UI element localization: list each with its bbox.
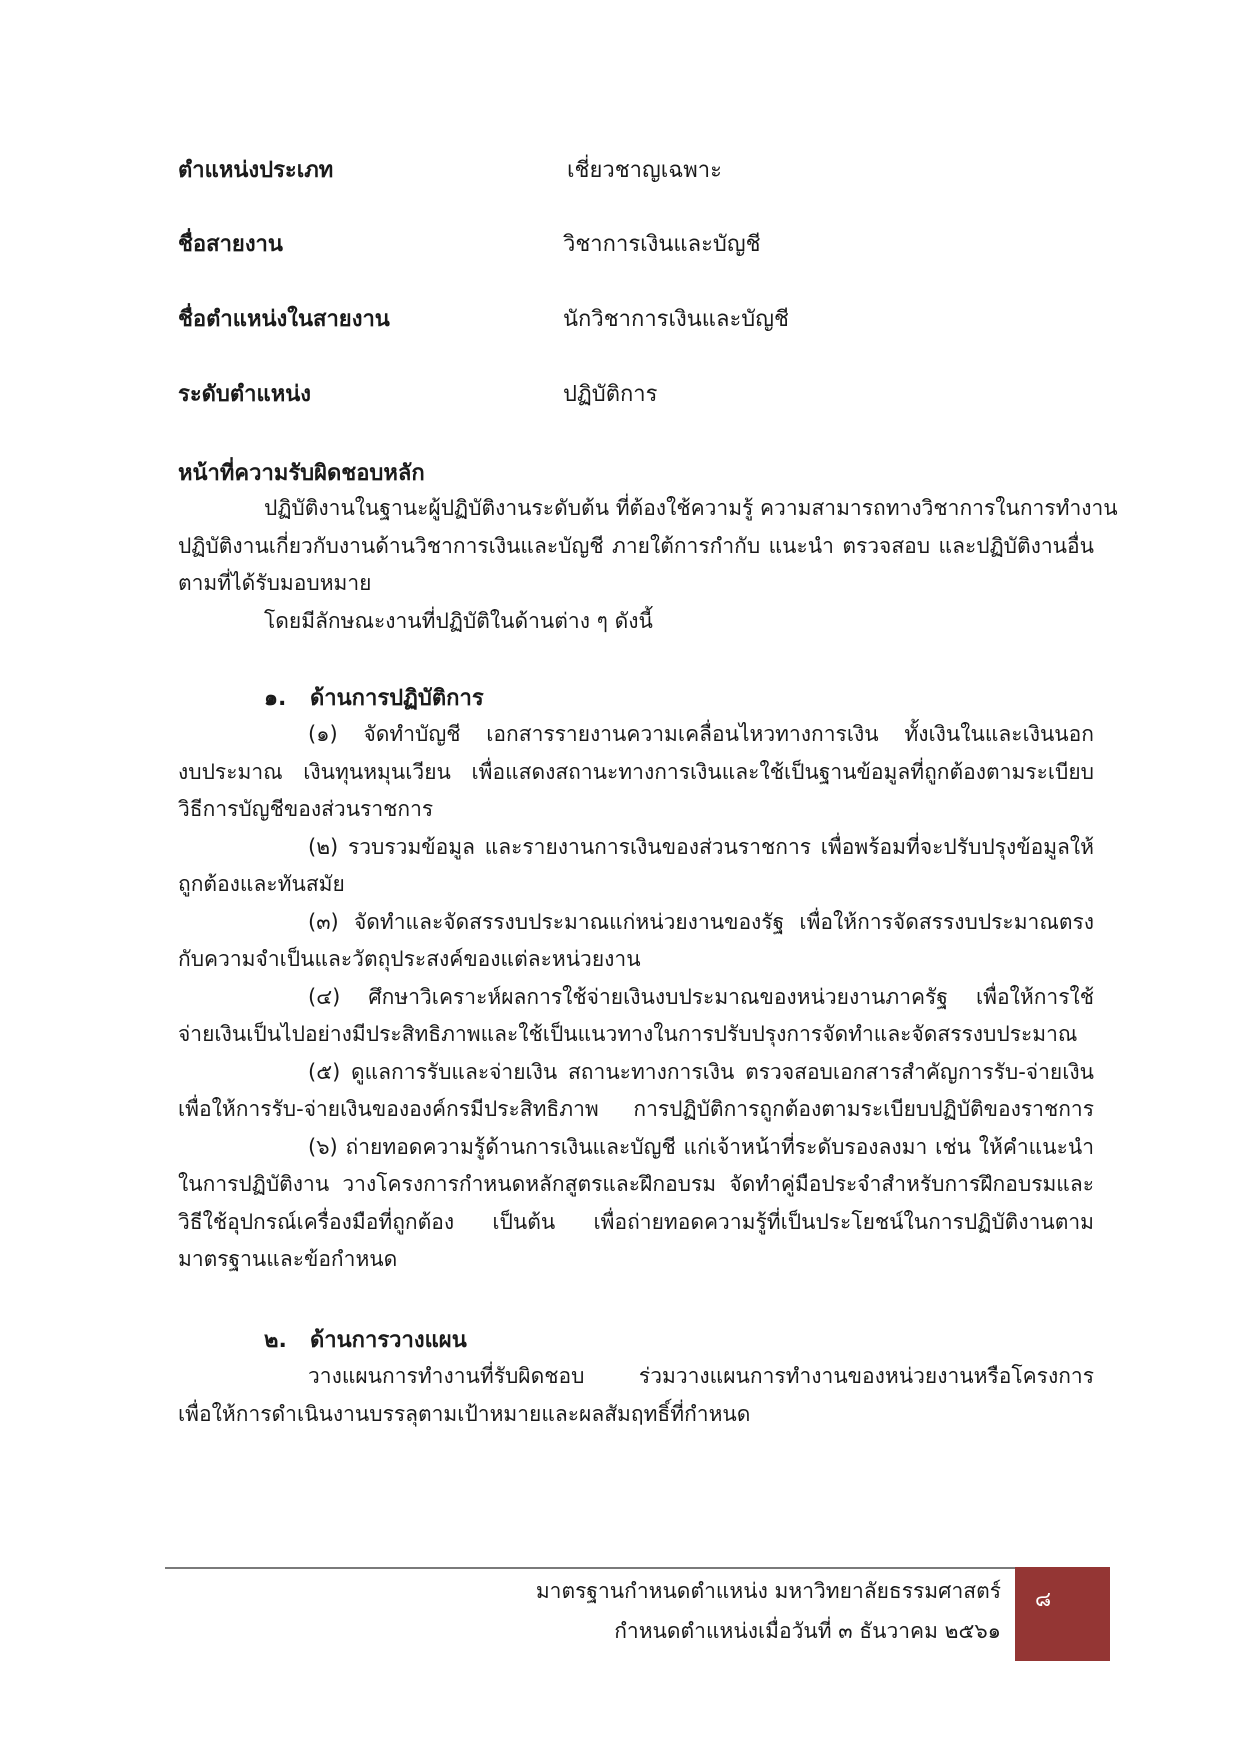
field-label: ชื่อสายงาน [178,232,283,257]
text-line: กับความจำเป็นและวัตถุประสงค์ของแต่ละหน่วยงาน [178,947,641,971]
field-value: นักวิชาการเงินและบัญชี [563,307,789,332]
field-value: เชี่ยวชาญเฉพาะ [567,158,722,183]
text-line: (๕) ดูแลการรับและจ่ายเงิน สถานะทางการเงิน ตรวจสอบเอกสารสำคัญการรับ-จ่ายเงิน [308,1059,1094,1084]
field-label: ตำแหน่งประเภท [178,158,334,183]
footer-line-2: กำหนดตำแหน่งเมื่อวันที่ ๓ ธันวาคม ๒๕๖๑ [614,1619,1001,1643]
text-line: มาตรฐานและข้อกำหนด [178,1247,398,1271]
text-line: (๑) จัดทำบัญชี เอกสารรายงานความเคลื่อนไหวทางการเงิน ทั้งเงินในและเงินนอก [308,722,1094,746]
footer-divider [165,1567,1015,1569]
field-label: ระดับตำแหน่ง [178,382,311,407]
text-line: (๔) ศึกษาวิเคราะห์ผลการใช้จ่ายเงินงบประมาณของหน่วยงานภาครัฐ เพื่อให้การใช้ [308,984,1094,1009]
text-line: ตามที่ได้รับมอบหมาย [178,571,372,595]
text-line: เพื่อให้การดำเนินงานบรรลุตามเป้าหมายและผลสัมฤทธิ์ที่กำหนด [178,1401,751,1426]
field-value: วิชาการเงินและบัญชี [563,232,761,257]
section-title-text: ด้านการวางแผน [310,1328,467,1353]
text-line: วิธีใช้อุปกรณ์เครื่องมือที่ถูกต้อง เป็นต้น เพื่อถ่ายทอดความรู้ที่เป็นประโยชน์ในการปฏิบัติงานตาม [178,1209,1094,1234]
text-line: ปฏิบัติงานเกี่ยวกับงานด้านวิชาการเงินและบัญชี ภายใต้การกำกับ แนะนำ ตรวจสอบ และปฏิบัติงานอื่น [178,533,1094,558]
duties-heading: หน้าที่ความรับผิดชอบหลัก [178,461,425,486]
text-line: จ่ายเงินเป็นไปอย่างมีประสิทธิภาพและใช้เป็นแนวทางในการปรับปรุงการจัดทำและจัดสรรงบประมาณ [178,1022,1078,1046]
text-line: เพื่อให้การรับ-จ่ายเงินขององค์กรมีประสิทธิภาพ การปฏิบัติการถูกต้องตามระเบียบปฏิบัติของราชการ [178,1097,1094,1121]
text-line: (๓) จัดทำและจัดสรรงบประมาณแก่หน่วยงานของรัฐ เพื่อให้การจัดสรรงบประมาณตรง [308,909,1094,934]
page-number-box [1015,1567,1110,1661]
field-value: ปฏิบัติการ [563,382,658,407]
text-line: วิธีการบัญชีของส่วนราชการ [178,797,434,821]
field-label: ชื่อตำแหน่งในสายงาน [178,307,390,332]
text-line: ถูกต้องและทันสมัย [178,872,345,896]
section-title [264,1322,467,1357]
section-number: ๑. [264,686,287,711]
text-line: (๒) รวบรวมข้อมูล และรายงานการเงินของส่วนราชการ เพื่อพร้อมที่จะปรับปรุงข้อมูลให้ [308,834,1094,859]
section-number: ๒. [264,1328,287,1353]
footer-line-1: มาตรฐานกำหนดตำแหน่ง มหาวิทยาลัยธรรมศาสตร์ [535,1579,1001,1603]
text-line: ปฏิบัติงานในฐานะผู้ปฏิบัติงานระดับต้น ที่ต้องใช้ความรู้ ความสามารถทางวิชาการในการทำงาน [264,496,1118,520]
section-1-body [178,716,1094,1279]
text-line: งบประมาณ เงินทุนหมุนเวียน เพื่อแสดงสถานะทางการเงินและใช้เป็นฐานข้อมูลที่ถูกต้องตามระเบียบ [178,759,1094,784]
duties-intro [178,490,1118,640]
text-line: ในการปฏิบัติงาน วางโครงการกำหนดหลักสูตรและฝึกอบรม จัดทำคู่มือประจำสำหรับการฝึกอบรมและ [178,1172,1094,1196]
text-line: (๖) ถ่ายทอดความรู้ด้านการเงินและบัญชี แก่เจ้าหน้าที่ระดับรองลงมา เช่น ให้คำแนะนำ [308,1134,1094,1159]
text-line: วางแผนการทำงานที่รับผิดชอบ ร่วมวางแผนการทำงานของหน่วยงานหรือโครงการ [308,1364,1094,1388]
section-title-text: ด้านการปฏิบัติการ [310,686,484,711]
page-number: ๘ [1035,1587,1052,1611]
text-line: โดยมีลักษณะงานที่ปฏิบัติในด้านต่าง ๆ ดังนี้ [264,608,653,633]
section-title [264,680,484,715]
section-2-body [178,1358,1094,1433]
